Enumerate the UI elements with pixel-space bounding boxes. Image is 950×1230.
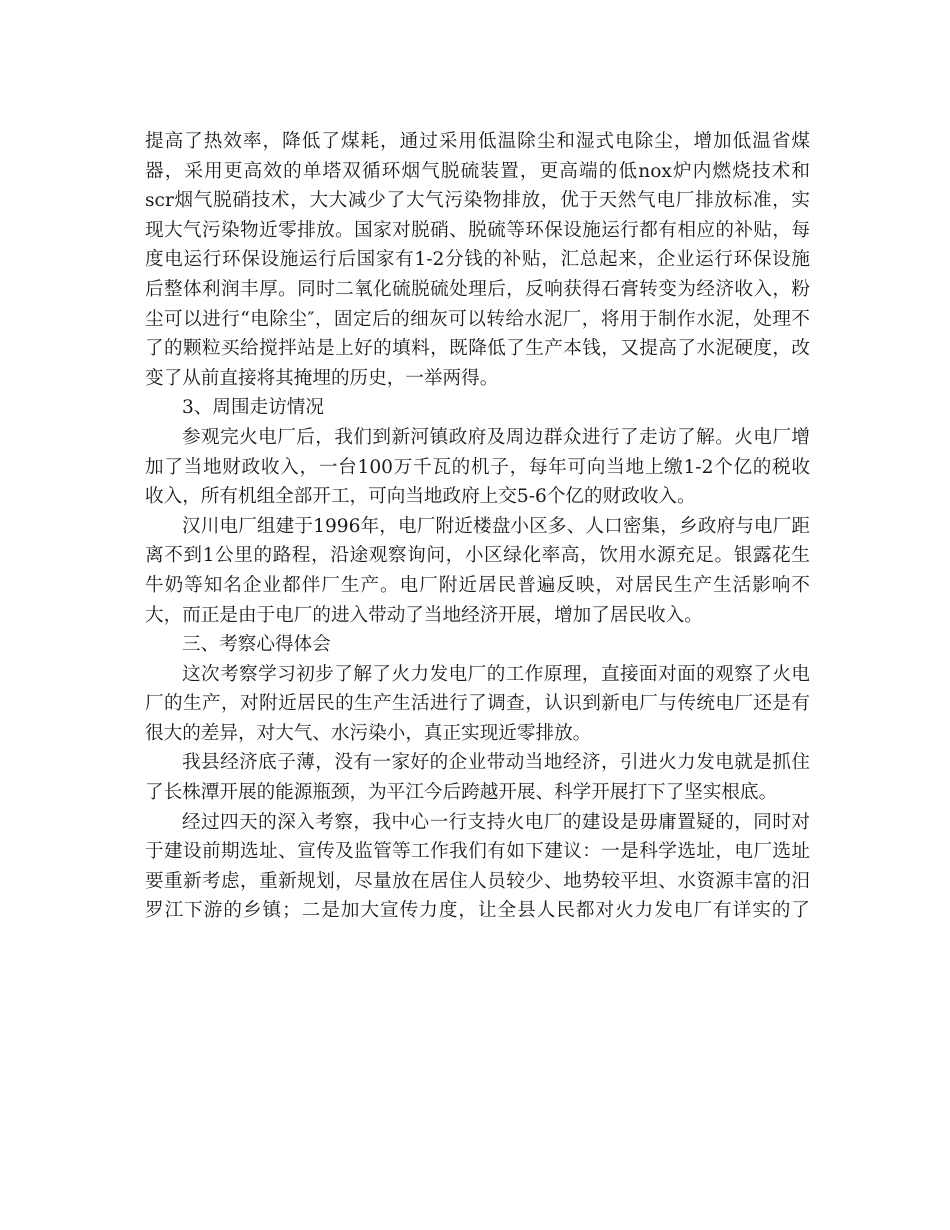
paragraph — [145, 808, 810, 926]
text-line: 很大的差异，对大气、水污染小，真正实现近零排放。 — [145, 722, 592, 744]
text-line: scr烟气脱硝技术，大大减少了大气污染物排放，优于天然气电厂排放标准，实 — [145, 190, 810, 212]
text-line: 提高了热效率，降低了煤耗，通过采用低温除尘和湿式电除尘，增加低温省煤 — [145, 131, 810, 152]
text-line: 离不到1公里的路程，沿途观察询问，小区绿化率高，饮用水源充足。银露花生 — [145, 545, 810, 567]
paragraph — [145, 660, 810, 749]
text-line: 后整体利润丰厚。同时二氧化硫脱硫处理后，反响获得石膏转变为经济收入，粉 — [145, 278, 810, 300]
text-line: 罗江下游的乡镇；二是加大宣传力度，让全县人民都对火力发电厂有详实的了 — [145, 900, 810, 922]
text-line: 牛奶等知名企业都伴厂生产。电厂附近居民普遍反映，对居民生产生活影响不 — [145, 574, 810, 596]
text-line: 汉川电厂组建于1996年，电厂附近楼盘小区多、人口密集，乡政府与电厂距 — [182, 515, 810, 537]
text-line: 于建设前期选址、宣传及监管等工作我们有如下建议：一是科学选址，电厂选址 — [145, 841, 810, 863]
section-heading — [145, 393, 810, 423]
text-line: 经过四天的深入考察，我中心一行支持火电厂的建设是毋庸置疑的，同时对 — [182, 811, 810, 833]
text-line: 大，而正是由于电厂的进入带动了当地经济开展，增加了居民收入。 — [145, 604, 703, 626]
text-line: 参观完火电厂后，我们到新河镇政府及周边群众进行了走访了解。火电厂增 — [182, 426, 810, 448]
text-line: 度电运行环保设施运行后国家有1-2分钱的补贴，汇总起来，企业运行环保设施 — [145, 249, 810, 271]
text-line: 变了从前直接将其掩埋的历史，一举两得。 — [145, 367, 499, 389]
text-line: 要重新考虑，重新规划，尽量放在居住人员较少、地势较平坦、水资源丰富的汨 — [145, 870, 810, 892]
section-heading — [145, 630, 810, 660]
text-line: 收入，所有机组全部开工，可向当地政府上交5-6个亿的财政收入。 — [145, 486, 696, 508]
text-line: 器，采用更高效的单塔双循环烟气脱硫装置，更高端的低nox炉内燃烧技术和 — [145, 160, 810, 182]
text-line: 我县经济底子薄，没有一家好的企业带动当地经济，引进火力发电就是抓住 — [182, 752, 810, 774]
paragraph — [145, 127, 810, 393]
document-body — [145, 127, 810, 926]
heading-text: 3、周围走访情况 — [182, 397, 324, 419]
text-line: 这次考察学习初步了解了火力发电厂的工作原理，直接面对面的观察了火电 — [182, 663, 810, 685]
text-line: 厂的生产，对附近居民的生产生活进行了调查，认识到新电厂与传统电厂还是有 — [145, 693, 810, 715]
paragraph — [145, 512, 810, 630]
paragraph — [145, 423, 810, 512]
text-line: 加了当地财政收入，一台100万千瓦的机子，每年可向当地上缴1-2个亿的税收 — [145, 456, 810, 478]
text-line: 了的颗粒买给搅拌站是上好的填料，既降低了生产本钱，又提高了水泥硬度，改 — [145, 338, 810, 360]
text-line: 了长株潭开展的能源瓶颈，为平江今后跨越开展、科学开展打下了坚实根底。 — [145, 782, 778, 804]
text-line: 现大气污染物近零排放。国家对脱硝、脱硫等环保设施运行都有相应的补贴，每 — [145, 219, 810, 241]
text-line: 尘可以进行“电除尘″，固定后的细灰可以转给水泥厂，将用于制作水泥，处理不 — [145, 308, 810, 330]
heading-text: 三、考察心得体会 — [182, 634, 331, 656]
paragraph — [145, 748, 810, 807]
